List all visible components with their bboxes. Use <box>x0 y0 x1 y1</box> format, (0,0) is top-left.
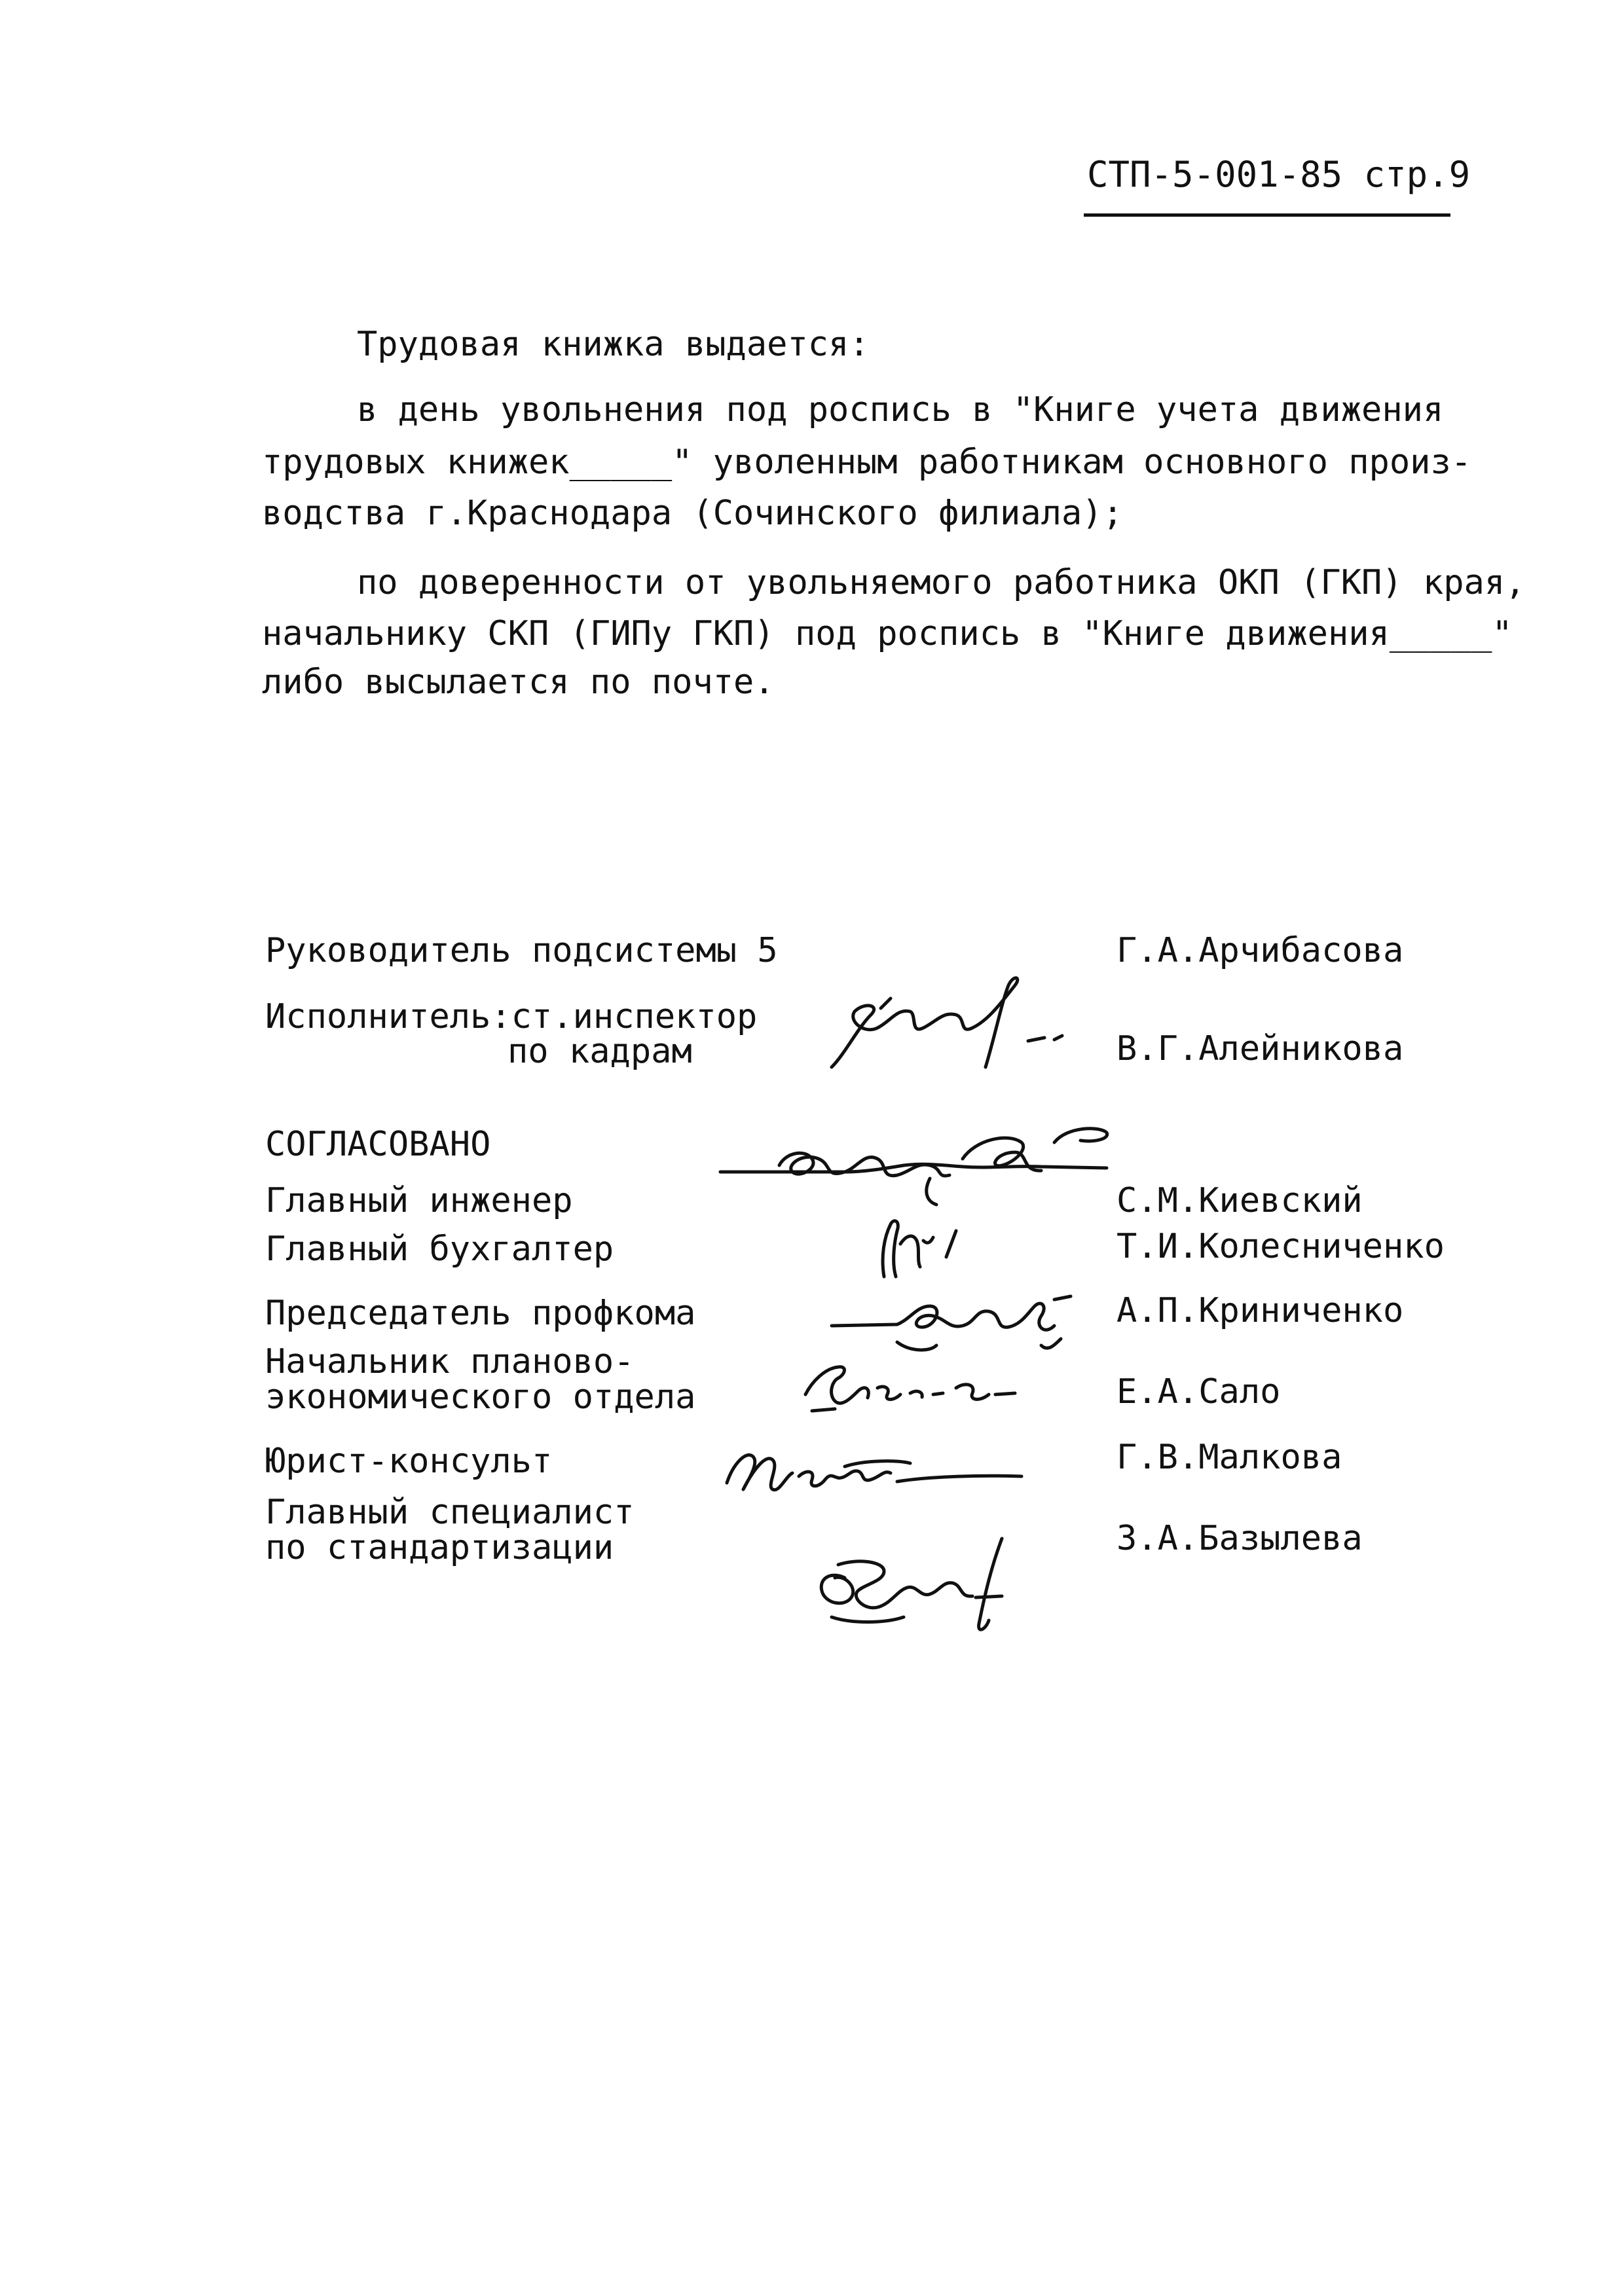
body-line: водства г.Краснодара (Сочинского филиала); <box>262 494 1123 533</box>
signer-role: Главный инженер <box>265 1181 573 1220</box>
signature-standardization-specialist <box>805 1525 1067 1643</box>
document-code: СТП-5-001-85 стр.9 <box>1087 154 1471 195</box>
signer-name: Т.И.Колесниченко <box>1116 1227 1445 1266</box>
signer-name: Е.А.Сало <box>1116 1372 1281 1412</box>
signer-name: Г.А.Арчибасова <box>1116 931 1404 970</box>
signer-role: Главный специалист <box>265 1493 635 1532</box>
body-line: либо высылается по почте. <box>262 663 775 702</box>
signature-executor <box>819 962 1113 1080</box>
signer-name: В.Г.Алейникова <box>1116 1029 1404 1068</box>
signer-name: А.П.Криниченко <box>1116 1291 1404 1330</box>
signer-role: Председатель профкома <box>265 1294 696 1333</box>
signer-role: Начальник планово- <box>265 1342 635 1381</box>
signer-name: С.М.Киевский <box>1116 1181 1363 1220</box>
body-line: в день увольнения под роспись в "Книге учета движения <box>357 390 1444 429</box>
signature-chief-engineer <box>714 1113 1133 1218</box>
signer-role-continued: экономического отдела <box>265 1377 696 1417</box>
body-line: по доверенности от увольняемого работника ОКП (ГКП) края, <box>357 563 1526 602</box>
signature-chief-accountant <box>864 1205 995 1290</box>
signer-name: З.А.Базылева <box>1116 1519 1363 1558</box>
signer-role-continued: по стандартизации <box>265 1528 614 1567</box>
body-line: начальнику СКП (ГИПу ГКП) под роспись в "Книге движения_____" <box>262 614 1513 653</box>
signature-legal-adviser <box>714 1430 1041 1509</box>
agreed-label: СОГЛАСОВАНО <box>265 1125 491 1164</box>
signer-name: Г.В.Малкова <box>1116 1438 1342 1477</box>
body-line: Трудовая книжка выдается: <box>357 325 870 364</box>
signer-role: Юрист-консульт <box>265 1442 553 1481</box>
signature-planning-head <box>799 1349 1061 1427</box>
signer-role: Руководитель подсистемы 5 <box>265 931 778 970</box>
document-code-underline <box>1084 213 1450 217</box>
signer-role: Исполнитель:ст.инспектор <box>265 997 758 1036</box>
signer-role-continued: по кадрам <box>507 1032 692 1071</box>
signer-role: Главный бухгалтер <box>265 1230 614 1269</box>
body-line: трудовых книжек_____" уволенным работникам основного произ- <box>262 443 1472 482</box>
